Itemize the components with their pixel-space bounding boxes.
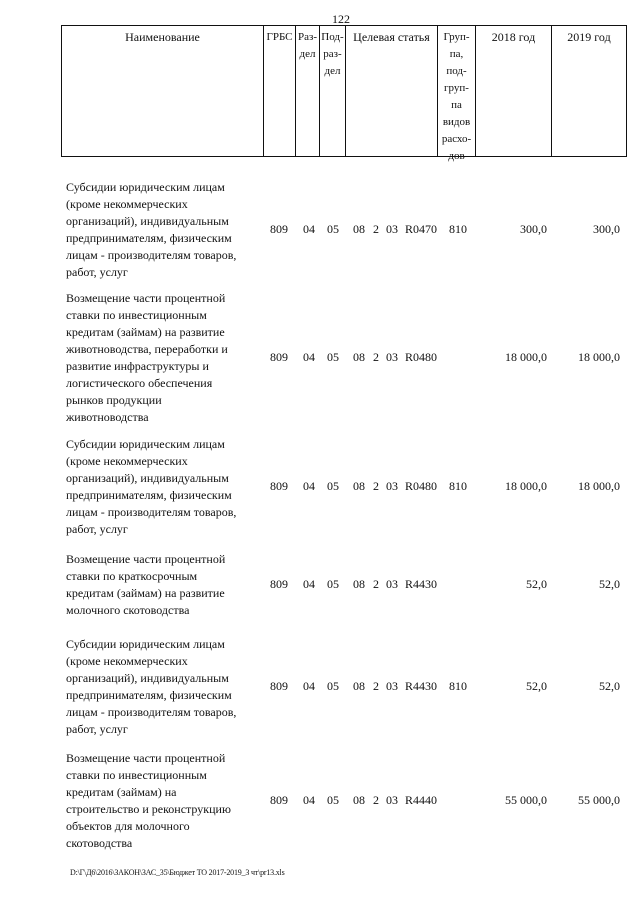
cell-name-line: логистического обеспечения	[66, 376, 213, 390]
cell-name-line: кредитам (займам) на	[66, 785, 177, 799]
header-group-line: Груп-	[443, 31, 470, 43]
cell-name-line: (кроме некоммерческих	[66, 454, 188, 468]
cell-target-measure: 03	[386, 479, 398, 493]
cell-target-measure: 03	[386, 577, 398, 591]
cell-name-line: молочного скотоводства	[66, 603, 190, 617]
cell-2019: 300,0	[593, 222, 620, 236]
cell-name-line: Субсидии юридическим лицам	[66, 637, 225, 651]
cell-target-program: 08	[353, 793, 365, 807]
cell-name-line: Возмещение части процентной	[66, 291, 226, 305]
table-row	[0, 436, 640, 538]
cell-2019: 52,0	[599, 577, 620, 591]
cell-grbs: 809	[270, 577, 288, 591]
cell-name-line: предпринимателям, физическим	[66, 231, 232, 245]
cell-target-code: R4440	[405, 793, 438, 807]
cell-target-measure: 03	[386, 222, 398, 236]
header-group-line: видов	[442, 116, 471, 128]
cell-target-program: 08	[353, 679, 365, 693]
cell-2019: 52,0	[599, 679, 620, 693]
header-2019-label: 2019 год	[567, 30, 611, 44]
header-target-label: Целевая статья	[353, 30, 430, 44]
table-row	[0, 551, 640, 619]
cell-podrazdel: 05	[327, 350, 339, 364]
header-2018-label: 2018 год	[491, 30, 536, 44]
cell-target-measure: 03	[386, 350, 398, 364]
cell-name-line: животноводства, переработки и	[66, 342, 228, 356]
cell-name-line: Субсидии юридическим лицам	[66, 437, 225, 451]
cell-name-line: ставки по инвестиционным	[66, 768, 207, 782]
cell-target-code: R4430	[405, 679, 438, 693]
cell-name-line: (кроме некоммерческих	[66, 197, 188, 211]
header-razdel-line: Раз-	[297, 31, 317, 43]
cell-name-line: объектов для молочного	[66, 819, 190, 833]
cell-name-line: Субсидии юридическим лицам	[66, 180, 225, 194]
cell-target-subprogram: 2	[373, 577, 379, 591]
cell-name-line: Возмещение части процентной	[66, 552, 226, 566]
header-name-label: Наименование	[125, 30, 200, 44]
cell-target-program: 08	[353, 350, 365, 364]
cell-target-subprogram: 2	[373, 350, 379, 364]
cell-2019: 55 000,0	[578, 793, 620, 807]
cell-podrazdel: 05	[327, 793, 339, 807]
cell-target-program: 08	[353, 577, 365, 591]
cell-name-line: организаций), индивидуальным	[66, 214, 229, 228]
cell-podrazdel: 05	[327, 479, 339, 493]
header-podrazdel-line: раз-	[323, 48, 342, 60]
cell-name	[66, 551, 256, 619]
header-grbs-label: ГРБС	[266, 31, 293, 43]
cell-name-line: скотоводства	[66, 836, 133, 850]
cell-name-line: рынков продукции	[66, 393, 162, 407]
page-number: 122	[332, 12, 350, 26]
cell-target-program: 08	[353, 222, 365, 236]
cell-grbs: 809	[270, 350, 288, 364]
cell-name-line: лицам - производителям товаров,	[66, 505, 237, 519]
cell-name-line: предпринимателям, физическим	[66, 688, 232, 702]
cell-target-code: R0480	[405, 350, 438, 364]
cell-name-line: ставки по краткосрочным	[66, 569, 198, 583]
cell-name-line: работ, услуг	[66, 265, 128, 279]
header-group-line: дов	[448, 150, 465, 162]
table-row	[0, 179, 640, 281]
cell-group: 810	[449, 679, 467, 693]
cell-name-line: Возмещение части процентной	[66, 751, 226, 765]
cell-grbs: 809	[270, 222, 288, 236]
cell-name-line: строительство и реконструкцию	[66, 802, 231, 816]
cell-group: 810	[449, 479, 467, 493]
cell-name-line: организаций), индивидуальным	[66, 471, 229, 485]
footer-file-path: D:\Г\Д6\2016\ЗАКОН\ЗАС_35\Бюджет ТО 2017-2019_3 чт\pr13.xls	[70, 868, 285, 877]
cell-2019: 18 000,0	[578, 350, 620, 364]
cell-2018: 18 000,0	[505, 350, 547, 364]
cell-target-subprogram: 2	[373, 479, 379, 493]
cell-razdel: 04	[303, 679, 315, 693]
table-row	[0, 290, 640, 426]
cell-name	[66, 750, 256, 852]
header-group-line: па,	[449, 48, 464, 60]
cell-name-line: работ, услуг	[66, 522, 128, 536]
cell-grbs: 809	[270, 793, 288, 807]
header-podrazdel-line: Под-	[321, 31, 344, 43]
table-row	[0, 750, 640, 852]
cell-razdel: 04	[303, 350, 315, 364]
cell-target-code: R0480	[405, 479, 438, 493]
cell-target-measure: 03	[386, 679, 398, 693]
cell-name	[66, 636, 256, 738]
header-group-line: расхо-	[441, 133, 472, 145]
cell-podrazdel: 05	[327, 679, 339, 693]
cell-name-line: лицам - производителям товаров,	[66, 248, 237, 262]
cell-name-line: животноводства	[66, 410, 149, 424]
cell-2018: 52,0	[526, 679, 547, 693]
cell-name-line: организаций), индивидуальным	[66, 671, 229, 685]
cell-razdel: 04	[303, 577, 315, 591]
cell-name	[66, 179, 256, 281]
cell-name-line: (кроме некоммерческих	[66, 654, 188, 668]
header-razdel-line: дел	[299, 48, 316, 60]
header-group-line: груп-	[444, 82, 469, 94]
table-row	[0, 636, 640, 738]
cell-name-line: лицам - производителям товаров,	[66, 705, 237, 719]
cell-razdel: 04	[303, 222, 315, 236]
cell-name-line: кредитам (займам) на развитие	[66, 325, 225, 339]
cell-grbs: 809	[270, 479, 288, 493]
cell-name-line: ставки по инвестиционным	[66, 308, 207, 322]
cell-target-subprogram: 2	[373, 679, 379, 693]
cell-target-code: R4430	[405, 577, 438, 591]
cell-target-code: R0470	[405, 222, 438, 236]
cell-name-line: развитие инфраструктуры и	[66, 359, 209, 373]
cell-2018: 18 000,0	[505, 479, 547, 493]
cell-podrazdel: 05	[327, 577, 339, 591]
cell-target-measure: 03	[386, 793, 398, 807]
cell-target-subprogram: 2	[373, 222, 379, 236]
header-group-line: под-	[446, 65, 467, 77]
cell-podrazdel: 05	[327, 222, 339, 236]
cell-target-subprogram: 2	[373, 793, 379, 807]
cell-name-line: работ, услуг	[66, 722, 128, 736]
cell-2018: 300,0	[520, 222, 547, 236]
cell-2018: 52,0	[526, 577, 547, 591]
cell-2018: 55 000,0	[505, 793, 547, 807]
cell-razdel: 04	[303, 479, 315, 493]
cell-name	[66, 436, 256, 538]
cell-name	[66, 290, 256, 426]
cell-target-program: 08	[353, 479, 365, 493]
cell-name-line: кредитам (займам) на развитие	[66, 586, 225, 600]
cell-2019: 18 000,0	[578, 479, 620, 493]
header-podrazdel-line: дел	[324, 65, 341, 77]
cell-grbs: 809	[270, 679, 288, 693]
header-group-line: па	[451, 99, 462, 111]
cell-group: 810	[449, 222, 467, 236]
cell-name-line: предпринимателям, физическим	[66, 488, 232, 502]
cell-razdel: 04	[303, 793, 315, 807]
